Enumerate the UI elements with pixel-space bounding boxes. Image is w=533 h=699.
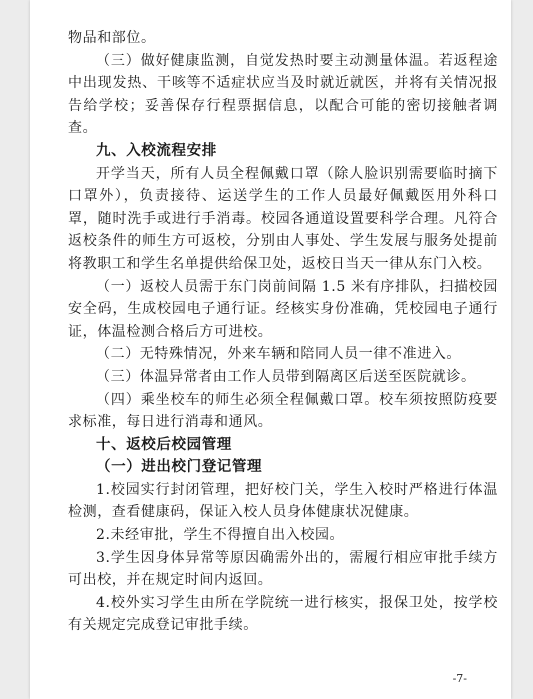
paragraph: 1.校园实行封闭管理，把好校门关，学生入校时严格进行体温检测，查看健康码，保证入校人员身体健康状况健康。 [68,481,498,521]
paragraph: （二）无特殊情况，外来车辆和陪同人员一律不准进入。 [96,346,461,363]
subsection-heading: （一）进出校门登记管理 [96,459,263,476]
paragraph: （三）做好健康监测，自觉发热时要主动测量体温。若返程途中出现发热、干咳等不适症状应当及时就近就医，并将有关情况报告给学校；妥善保存行程票据信息，以配合可能的密切接触者调查。 [68,52,498,137]
paragraph: 物品和部位。 [68,30,156,46]
paragraph: （一）返校人员需于东门岗前间隔 1.5 米有序排队，扫描校园安全码，生成校园电子通行证。经核实身份准确，凭校园电子通行证，体温检测合格后方可进校。 [68,278,498,340]
paragraph: （三）体温异常者由工作人员带到隔离区后送至医院就诊。 [96,368,476,385]
section-heading: 十、返校后校园管理 [96,436,232,453]
page-number: -7- [452,672,467,685]
paragraph: （四）乘坐校车的师生必须全程佩戴口罩。校车须按照防疫要求标准，每日进行消毒和通风。 [68,391,498,431]
paragraph: 3.学生因身体异常等原因确需外出的，需履行相应审批手续方可出校，并在规定时间内返回。 [68,549,498,589]
section-heading: 九、入校流程安排 [96,142,217,159]
document-body [68,27,498,637]
paragraph: 4.校外实习学生由所在学院统一进行核实，报保卫处，按学校有关规定完成登记审批手续。 [68,594,498,634]
paragraph: 2.未经审批，学生不得擅自出入校园。 [96,527,345,544]
document-page [30,0,511,699]
paragraph: 开学当天，所有人员全程佩戴口罩（除人脸识别需要临时摘下口罩外），负责接待、运送学生的工作人员最好佩戴医用外科口罩，随时洗手或进行手消毒。校园各通道设置要科学合理。凡符合返校条件的师生方可返校，分别由人事处、学生发展与服务处提前将教职工和学生名单提供给保卫处，返校日当天一律从东门入校。 [68,165,498,272]
